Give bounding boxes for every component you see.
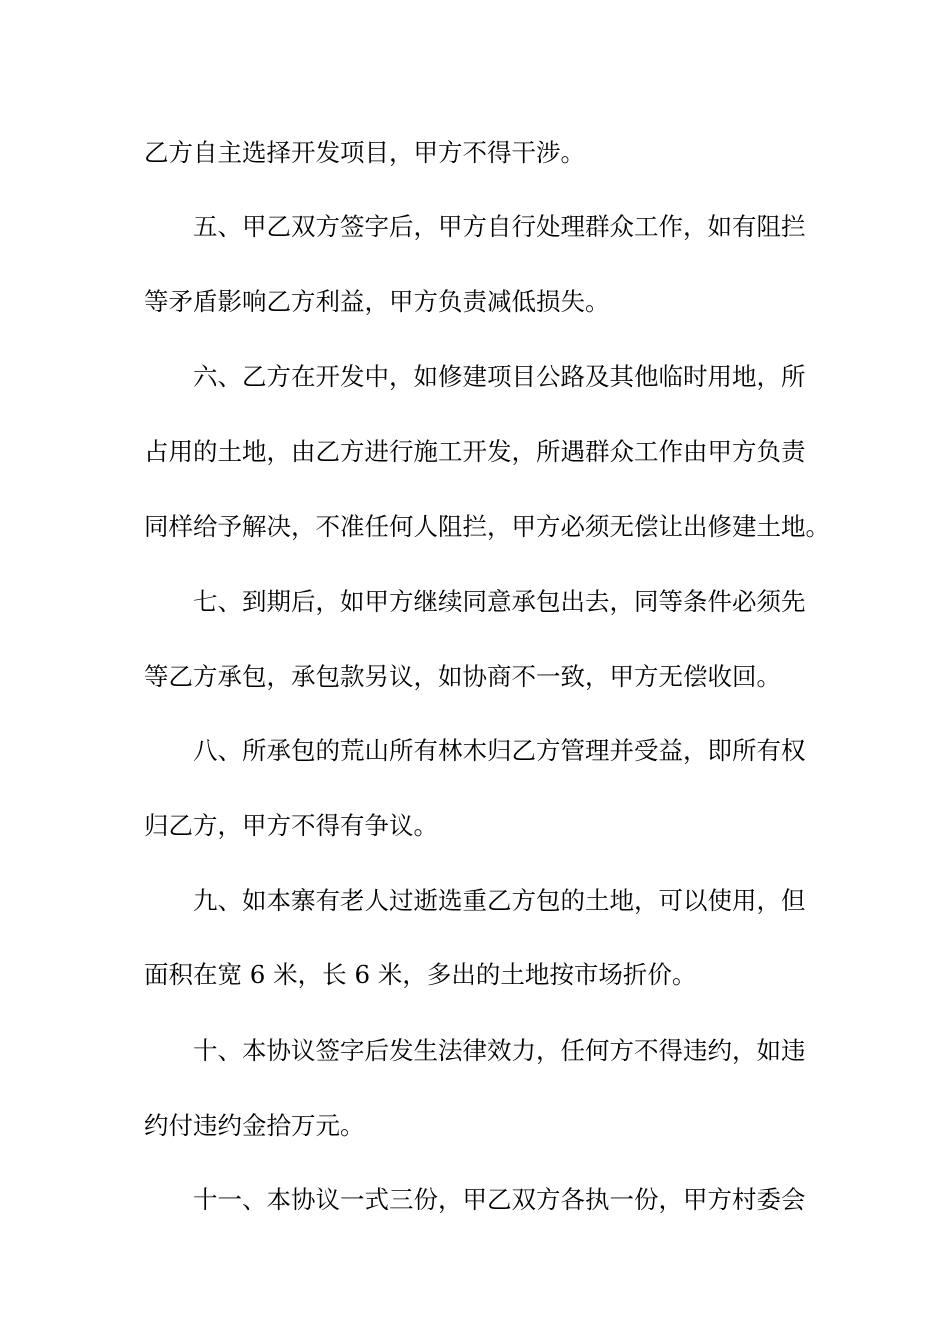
paragraph-line: 六、乙方在开发中，如修建项目公路及其他临时用地，所 [193, 362, 806, 391]
paragraph-line: 乙方自主选择开发项目，甲方不得干涉。 [144, 138, 585, 167]
paragraph-line: 九、如本寨有老人过逝选重乙方包的土地，可以使用，但 [193, 886, 806, 915]
paragraph-line: 面积在宽 6 米，长 6 米，多出的土地按市场折价。 [144, 960, 697, 989]
paragraph-line: 同样给予解决，不准任何人阻拦，甲方必须无偿让出修建土地。 [144, 512, 830, 541]
paragraph-line: 约付违约金拾万元。 [144, 1111, 365, 1140]
paragraph-line: 五、甲乙双方签字后，甲方自行处理群众工作，如有阻拦 [193, 212, 806, 241]
paragraph-line: 等矛盾影响乙方利益，甲方负责减低损失。 [144, 287, 610, 316]
paragraph-line: 等乙方承包，承包款另议，如协商不一致，甲方无偿收回。 [144, 662, 781, 691]
paragraph-line: 八、所承包的荒山所有林木归乙方管理并受益，即所有权 [193, 736, 806, 765]
paragraph-line: 七、到期后，如甲方继续同意承包出去，同等条件必须先 [193, 587, 806, 616]
paragraph-line: 十、本协议签字后发生法律效力，任何方不得违约，如违 [193, 1036, 806, 1065]
paragraph-line: 十一、本协议一式三份，甲乙双方各执一份，甲方村委会 [193, 1185, 806, 1214]
paragraph-line: 归乙方，甲方不得有争议。 [144, 811, 438, 840]
paragraph-line: 占用的土地，由乙方进行施工开发，所遇群众工作由甲方负责 [144, 437, 806, 466]
